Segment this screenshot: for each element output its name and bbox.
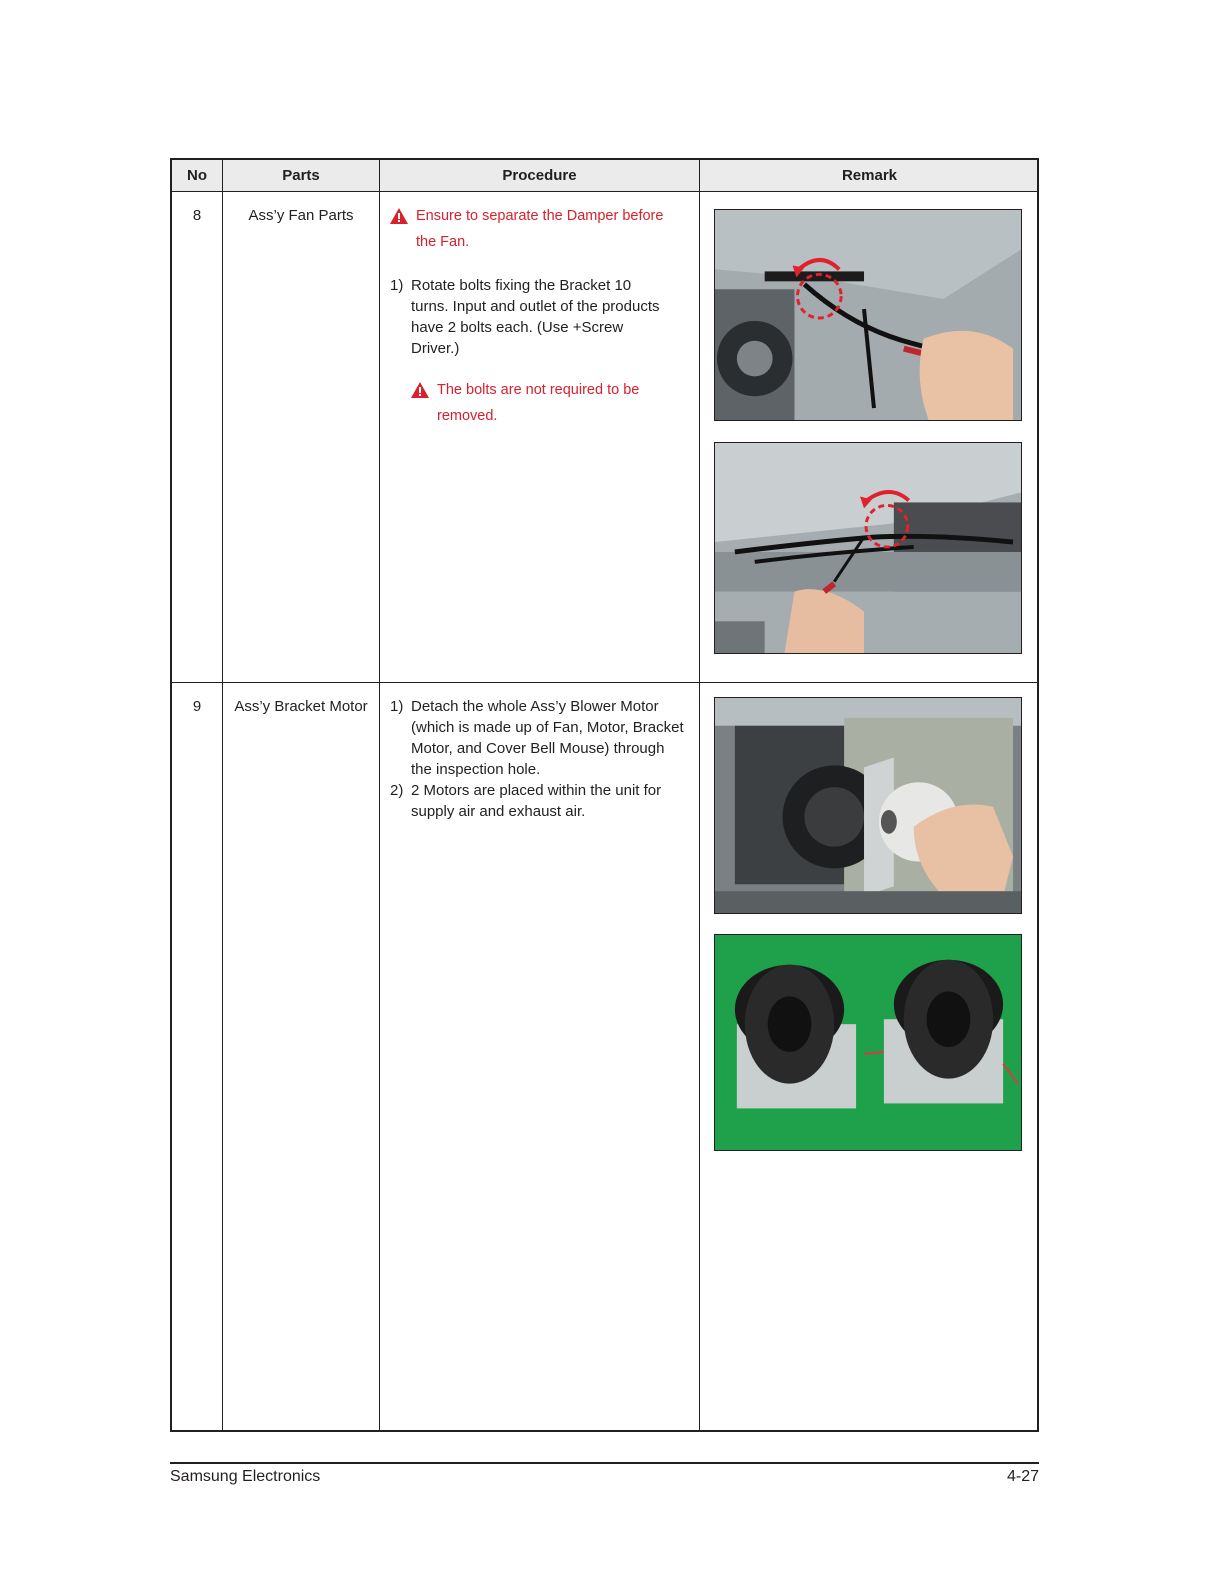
header-remark: Remark: [841, 167, 898, 184]
step-text: 2 Motors are placed within the unit for supply air and exhaust air.: [411, 782, 662, 820]
procedure-steps: [390, 275, 690, 359]
warning-text: The bolts are not required to be removed.: [437, 382, 640, 424]
procedure-step: [390, 696, 690, 780]
procedure-step: [390, 275, 690, 359]
warning-note: [390, 203, 690, 255]
photo-detach-blower-motor: [714, 697, 1022, 914]
procedure-cell: [390, 696, 690, 822]
column-divider: [379, 160, 380, 1430]
procedure-steps: [390, 696, 690, 822]
warning-triangle-icon: [390, 208, 408, 224]
footer-company: Samsung Electronics: [170, 1468, 321, 1485]
warning-text: Ensure to separate the Damper before the Fan.: [416, 208, 664, 250]
warning-triangle-icon: [411, 382, 429, 398]
footer-rule: [170, 1462, 1039, 1464]
header-divider: [172, 191, 1037, 192]
photo-rotate-bracket-bolt-outlet: [714, 442, 1022, 654]
part-name: Ass’y Fan Parts: [248, 207, 354, 224]
column-divider: [699, 160, 700, 1430]
step-text: Rotate bolts fixing the Bracket 10 turns. Input and outlet of the products have 2 bolts each. (Use +Screw Driver.): [411, 277, 660, 357]
footer-page-number: 4-27: [1006, 1468, 1039, 1485]
photo-rotate-bracket-bolt-inlet: [714, 209, 1022, 421]
part-name: Ass’y Bracket Motor: [234, 698, 368, 715]
row-number: 9: [192, 698, 202, 715]
header-no: No: [187, 167, 207, 184]
step-number: 1): [390, 698, 404, 715]
step-number: 2): [390, 782, 404, 799]
procedure-step: [390, 780, 690, 822]
step-text: Detach the whole Ass’y Blower Motor (which is made up of Fan, Motor, Bracket Motor, and Cover Bell Mouse) through the inspection hole.: [411, 698, 684, 778]
procedure-cell: [390, 203, 690, 429]
header-parts: Parts: [282, 167, 320, 184]
step-number: 1): [390, 277, 404, 294]
warning-note: [411, 377, 690, 429]
header-procedure: Procedure: [502, 167, 577, 184]
column-divider: [222, 160, 223, 1430]
photo-two-blower-motors: [714, 934, 1022, 1151]
row-number: 8: [192, 207, 202, 224]
row-divider: [172, 682, 1037, 683]
